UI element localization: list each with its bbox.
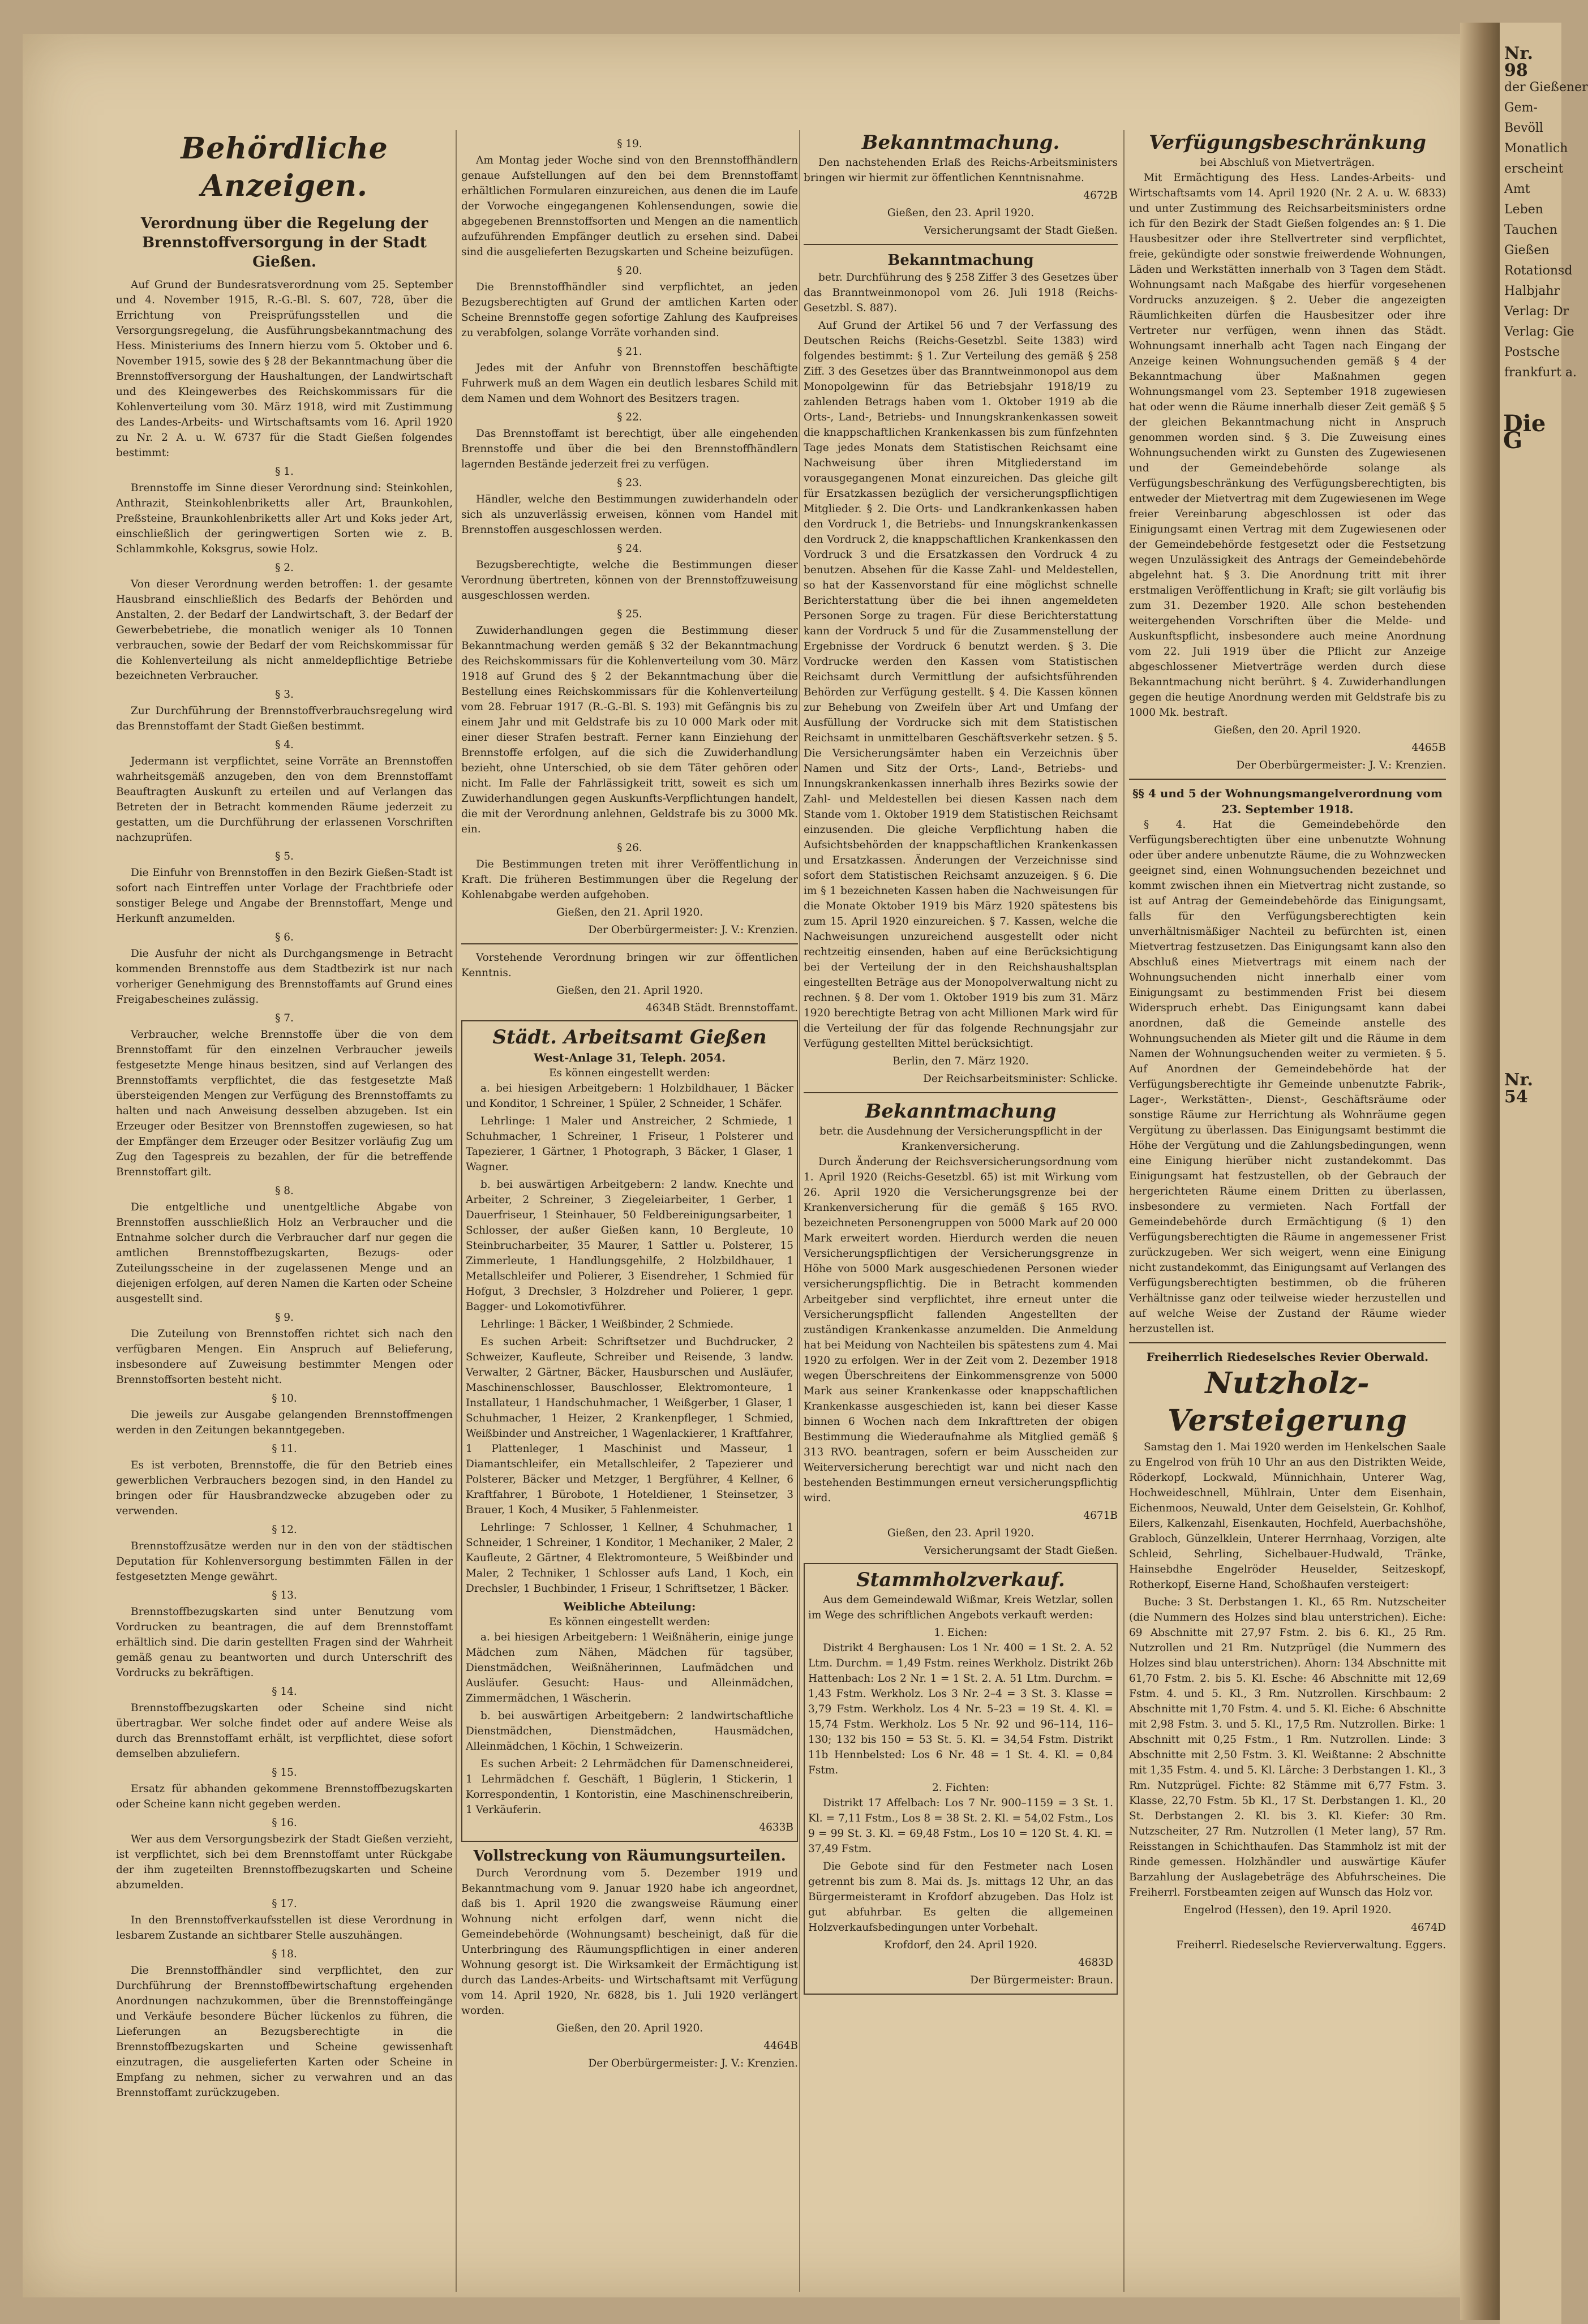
paragraph-text: Die Brennstoffhändler sind verpflichtet, an jeden Bezugsberechtigten auf Grund der amtlichen Karten oder Scheine Brennstoffe gegen sofortige Zahlung des Kaufpreises zu verabfolgen, solange Vorräte vorhanden sind. bbox=[461, 281, 798, 339]
date-line: Gießen, den 21. April 1920. bbox=[556, 907, 703, 918]
paragraph-number: § 18. bbox=[272, 1948, 297, 1960]
separator bbox=[804, 244, 1118, 245]
paragraph-number: § 2. bbox=[275, 562, 294, 574]
adjacent-issue-number: Nr. 54 bbox=[1504, 1070, 1533, 1107]
date-line: Gießen, den 20. April 1920. bbox=[1214, 724, 1361, 736]
paragraph-number: § 12. bbox=[272, 1524, 297, 1536]
column-1 bbox=[116, 130, 453, 2292]
notice-text: § 4. Hat die Gemeindebehörde den Verfügungsberechtigten über eine unbenutzte Wohnung oder über andere unbenutzte Räume, die zu Wohnzwecken geeignet sind, einen Wohnungsuchenden bezeichnet und kommt zwischen ihnen ein Mietvertrag nicht zustande, so ist auf Antrag der Gemeindebehörde das Einigungsamt, falls für den Verfügungsberechtigten kein unverhältnismäßiger Nachteil zu befürchten ist, einen Mietvertrag festzusetzen. Das Einigungsamt kann also den Abschluß eines Mietvertrags mit einem nach der Wohnungsuchenden nicht innerhalb einer vom Einigungsamt zu bestimmenden Frist bei diesem Widerspruch erhebt. Das Einigungsamt kann dabei anordnen, daß die Gemeinde anstelle des Wohnungsuchenden als Mieter gilt und die Räume in dem Namen der Wohnungsuchenden weiter zu vermieten. § 5. Auf Anordnen der Gemeindebehörde hat der Verfügungsberechtigte ihr Gemeinde unbenutzte Fabrik-, Lager-, Werkstätten-, Dienst-, Geschäftsräume oder sonstige Räume zur Herrichtung als Wohnräume gegen Vergütung zu überlassen. Das Einigungsamt bestimmt die Höhe der Vergütung und die Zahlungsbedingungen, wenn eine Einigung hierüber nicht zustandekommt. Das Einigungsamt hat festzustellen, ob der Gebrauch der hergerichteten Räume einem Dritten zu überlassen, insbesondere zu vermieten. Nach Fortfall der Gemeindebehörde durch Ermächtigung (§ 1) den Verfügungsberechtigten die Räume in angemessener Frist zurückzugeben. Wer sich weigert, wenn eine Einigung nicht zustandekommt, das Einigungsamt auf Verlangen des Verfügungsberechtigten bestimmen, ob die früheren Verhältnisse ganz oder teilweise wieder herzustellen und auf welche Weise der Zustand der Räume wieder herzustellen ist. bbox=[1129, 819, 1446, 1335]
ad-intro: Es können eingestellt werden: bbox=[549, 1616, 710, 1628]
paragraph-text: Die Zuteilung von Brennstoffen richtet sich nach den verfügbaren Mengen. Ein Anspruch auf Belieferung, insbesondere auf Zuweisung bestimmter Mengen oder Brennstoffsorten besteht nicht. bbox=[116, 1328, 453, 1386]
ad-entry: b. bei auswärtigen Arbeitgebern: 2 landw. Knechte und Arbeiter, 2 Schreiner, 3 Ziegeleiarbeiter, 1 Gerber, 1 Dauerfriseur, 1 Steinhauer, 50 Feldbereinigungsarbeiter, 1 Schlosser, der außer Gießen kann, 10 Bergleute, 10 Steinbrucharbeiter, 35 Maurer, 1 Sattler u. Polsterer, 15 Zimmerleute, 1 Handlungsgehilfe, 2 Holzbildhauer, 1 Metallschleifer und Polierer, 3 Eisendreher, 1 Schmied für Hofgut, 3 Drechsler, 3 Holzdreher und Polierer, 1 gepr. Bagger- und Lokomotivführer. bbox=[466, 1179, 793, 1313]
ordinance-title: Verordnung über die Regelung der Brennstoffversorgung in der Stadt Gießen. bbox=[140, 215, 428, 270]
date-line: Gießen, den 20. April 1920. bbox=[556, 2022, 703, 2034]
notice-text: Auf Grund der Artikel 56 und 7 der Verfassung des Deutschen Reichs (Reichs-Gesetzbl. Seite 1383) wird folgendes bestimmt: § 1. Zur Verteilung des gemäß § 258 Ziff. 3 des Gesetzes über das Branntweinmonopol aus dem Monopolgewinn für das Betriebsjahr 1918/19 zu zahlenden Betrags haben vom 1. Oktober 1919 ab die Orts-, Land-, Betriebs- und Innungskrankenkassen soweit die knappschaftlichen Krankenkassen bis zum fünfzehnten Tage jedes Monats dem Statistischen Reichsamt eine Nachweisung über ihren Mitgliederstand im vorausgegangenen Monat einzureichen. Das gleiche gilt für Ersatzkassen bezüglich der versicherungspflichtigen Mitglieder. § 2. Die Orts- und Landkrankenkassen haben den Vordruck 1, die Betriebs- und Innungskrankenkassen den Vordruck 2, die knappschaftlichen Krankenkassen den Vordruck 3 und die Ersatzkassen den Vordruck 4 zu benutzen. Absehen für die Kasse Zahl- und Meldestellen, so hat der Kassenvorstand für eine möglichst schnelle Berichterstattung über die bei ihnen angemeldeten Personen Sorge zu tragen. Für diese Berichterstattung kann der Vordruck 5 und für die Zusammenstellung der Ergebnisse der Vordruck 6 benutzt werden. § 3. Die Vordrucke werden den Kassen vom Statistischen Reichsamt durch Vermittlung der aufsichtsführenden Behörden zur Verfügung gestellt. § 4. Die Kassen können zur Behebung von Zweifeln über Art und Umfang der Ausfüllung der Vordrucke sich mit dem Statistischen Reichsamt in unmittelbaren Geschäftsverkehr setzen. § 5. Die Versicherungsämter haben ein Verzeichnis über Namen und Sitz der Orts-, Land-, Betriebs- und Innungskrankenkassen innerhalb ihres Bezirks sowie der Zahl- und Meldestellen bei diesen Kassen nach dem Stande vom 1. Oktober 1919 dem Statistischen Reichsamt einzusenden. Die gleiche Verpflichtung haben die Aufsichtsbehörden der knappschaftlichen Krankenkassen und Ersatzkassen. Änderungen der Verzeichnisse sind sofort dem Statistischen Reichsamt anzuzeigen. § 6. Die im § 1 bezeichneten Kassen haben die Nachweisungen für die Monate Oktober 1919 bis März 1920 spätestens bis zum 15. April 1920 einzureichen. § 7. Kassen, welche die Nachweisungen unzureichend ausgestellt oder nicht rechtzeitig einsenden, haben auf eine Berücksichtigung bei der Verteilung der in den Reichshaushaltsplan eingestellten Beträge aus der Monopolverwaltung nicht zu rechnen. § 8. Der vom 1. Oktober 1919 bis zum 31. März 1920 berechtigte Betrag von acht Millionen Mark wird für die Verteilung der für das folgende Rechnungsjahr zur Verfügung gestellten Mittel berücksichtigt. bbox=[804, 320, 1118, 1050]
date-line: Berlin, den 7. März 1920. bbox=[892, 1055, 1029, 1067]
ad-entry: Lehrlinge: 1 Bäcker, 1 Weißbinder, 2 Schmiede. bbox=[480, 1318, 734, 1330]
column-rule bbox=[1123, 130, 1125, 2292]
ad-list: Distrikt 17 Affelbach: Los 7 Nr. 900–1159 = 3 St. 1. Kl. = 7,11 Fstm., Los 8 = 38 St. 2. Kl. = 54,02 Fstm., Los 9 = 99 St. 3. Kl. = 69,48 Fstm., Los 10 = 120 St. 4. Kl. = 37,49 Fstm. bbox=[808, 1797, 1113, 1855]
paragraph-number: § 5. bbox=[275, 850, 294, 862]
adjacent-fragment: Gießen bbox=[1504, 243, 1550, 257]
paragraph-number: § 21. bbox=[617, 346, 642, 358]
paragraph-text: Die Einfuhr von Brennstoffen in den Bezirk Gießen-Stadt ist sofort nach Eintreffen unter Vorlage der Frachtbriefe oder sonstiger Belege und Angabe der Brennstoffart, Menge und Herkunft anzumelden. bbox=[116, 867, 453, 925]
ad-text: Die Gebote sind für den Festmeter nach Losen getrennt bis zum 8. Mai ds. Js. mittags 12 Uhr, an das Bürgermeisteramt in Krofdorf abzugeben. Das Holz ist gut abfuhrbar. Es gelten die allgemeinen Holzverkaufsbedingungen unter Vorbehalt. bbox=[808, 1861, 1113, 1934]
paragraph-number: § 6. bbox=[275, 931, 294, 943]
paragraph-number: § 4. bbox=[275, 739, 294, 751]
section-title: Behördliche Anzeigen. bbox=[181, 131, 388, 203]
paragraph-number: § 3. bbox=[275, 689, 294, 701]
ad-entry: Es suchen Arbeit: Schriftsetzer und Buchdrucker, 2 Schweizer, Kaufleute, Schreiber und Reisende, 3 landw. Verwalter, 2 Gärtner, Bäcker, Hausburschen und Ausläufer, Maschinenschlosser, Bauschlosser, Elektromonteure, 1 Installateur, 1 Handschuhmacher, 1 Weißgerber, 1 Glaser, 1 Schuhmacher, 1 Heizer, 2 Krankenpfleger, 1 Schmied, Weißbinder und Anstreicher, 1 Wagenlackierer, 1 Kraftfahrer, 1 Plattenleger, 1 Maschinist und Masseur, 1 Diamantschleifer, ein Metallschleifer, 2 Tapezierer und Polsterer, Bäcker und Metzger, 1 Bergführer, 4 Kellner, 6 Kraftfahrer, 1 Bürobote, 1 Hoteldiener, 1 Steinsetzer, 3 Brauer, 1 Koch, 4 Musiker, 5 Fahlenmeister. bbox=[466, 1336, 793, 1516]
notice-title: Verfügungsbeschränkung bbox=[1149, 131, 1426, 154]
paragraph-text: Die Ausfuhr der nicht als Durchgangsmenge in Betracht kommenden Brennstoffe aus dem Stadtbezirk ist nur nach vorheriger Genehmigung des Brennstoffamts auf Grund eines Freigabescheines zulässig. bbox=[116, 948, 453, 1006]
ad-title: Nutzholz-Versteigerung bbox=[1168, 1366, 1407, 1438]
paragraph-text: Jedermann ist verpflichtet, seine Vorräte an Brennstoffen wahrheitsgemäß anzugeben, den von dem Brennstoffamt Beauftragten Auskunft zu erteilen und auf Verlangen das Betreten der in Betracht kommenden Räume jederzeit zu gestatten, um die Durchführung der erlassenen Vorschriften nachzuprüfen. bbox=[116, 755, 453, 844]
separator bbox=[1129, 779, 1446, 780]
ad-intro: Es können eingestellt werden: bbox=[549, 1067, 710, 1079]
ad-code: 4464B bbox=[763, 2040, 798, 2052]
ad-code: 4671B bbox=[1083, 1510, 1118, 1522]
paragraph-number: § 7. bbox=[275, 1012, 294, 1024]
ad-text: Aus dem Gemeindewald Wißmar, Kreis Wetzlar, sollen im Wege des schriftlichen Angebots verkauft werden: bbox=[808, 1594, 1113, 1621]
column-rule bbox=[456, 130, 457, 2292]
paragraph-text: Brennstoffe im Sinne dieser Verordnung sind: Steinkohlen, Anthrazit, Steinkohlenbriketts aller Art, Braunkohlen, Preßsteine, Braunkohlenbriketts aller Art und Koks jeder Art, einschließlich der geringwertigen Sorten wie z. B. Schlammkohle, Koksgrus, sowie Holz. bbox=[116, 482, 453, 555]
paragraph-number: § 1. bbox=[275, 466, 294, 478]
date-line: Krofdorf, den 24. April 1920. bbox=[883, 1939, 1038, 1951]
paragraph-text: Am Montag jeder Woche sind von den Brennstoffhändlern genaue Aufstellungen auf den bei dem Brennstoffamt erhältlichen Formularen einzureichen, aus denen die im Laufe der Vorwoche eingegangenen Kohlensendungen, sowie die abgegebenen Brennstoffsorten und Mengen an die namentlich aufzuführenden Empfänger deutlich zu ersehen sind. Dabei sind die ausgelieferten Bezugskarten und Scheine beizufügen. bbox=[461, 154, 798, 258]
signature: Der Oberbürgermeister: J. V.: Krenzien. bbox=[1236, 759, 1446, 771]
ad-subtitle: West-Anlage 31, Teleph. 2054. bbox=[533, 1051, 726, 1064]
ad-text: Samstag den 1. Mai 1920 werden im Henkelschen Saale zu Engelrod von früh 10 Uhr an aus den Distrikten Weide, Röderkopf, Lockwald, Münnichhain, Unterer Wag, Hochweideschnell, Mühlrain, Unter dem Eisenhain, Eichenmoos, Neuwald, Unter dem Geiselstein, Gr. Kohlhof, Eilers, Kalkenzahl, Eisenkauten, Hochfeld, Auerbachshöhe, Grabloch, Günzelklein, Unterer Herrnhaag, Vorzigen, alte Schleid, Sehrling, Sichelbauer-Hudwald, Tränke, Hainsebdhe Engelröder Heuselder, Seitzeskopf, Rotherkopf, Eiserne Hand, Schoßhaufen versteigert: bbox=[1129, 1441, 1446, 1591]
ordinance-intro: Auf Grund der Bundesratsverordnung vom 25. September und 4. November 1915, R.-G.-Bl. S. 607, 728, über die Errichtung von Preisprüfungsstellen und die Versorgungsregelung, die Ausführungsbekanntmachung des Hess. Ministeriums des Innern hierzu vom 5. Oktober und 6. November 1915, sowie des § 28 der Bekanntmachung über die Brennstoffversorgung der Haushaltungen, der Landwirtschaft und des Kleingewerbes des Reichskommissars für die Kohlenverteilung vom 30. März 1918, wird mit Zustimmung des Landes-Arbeits- und Wirtschaftsamts vom 16. April 1920 zu Nr. 2 A. u. W. 6737 für die Stadt Gießen folgendes bestimmt: bbox=[116, 279, 453, 459]
signature: Versicherungsamt der Stadt Gießen. bbox=[924, 225, 1118, 237]
adjacent-fragment: erscheint bbox=[1504, 162, 1564, 176]
paragraph-number: § 9. bbox=[275, 1312, 294, 1324]
column-2 bbox=[461, 133, 798, 2295]
notice-title: Bekanntmachung bbox=[865, 1100, 1057, 1123]
signature: Der Bürgermeister: Braun. bbox=[970, 1974, 1113, 1986]
adjacent-page-strip bbox=[1500, 23, 1588, 2324]
paragraph-number: § 20. bbox=[617, 265, 642, 277]
adjacent-fragment: Tauchen bbox=[1504, 223, 1557, 237]
adjacent-heading: Die G bbox=[1503, 410, 1546, 454]
paragraph-number: § 19. bbox=[617, 138, 642, 150]
adjacent-fragment: Leben bbox=[1504, 203, 1543, 217]
paragraph-text: Die Bestimmungen treten mit ihrer Veröffentlichung in Kraft. Die früheren Bestimmungen über die Regelung der Kohlenabgabe werden aufgehoben. bbox=[461, 858, 798, 901]
column-4 bbox=[1129, 130, 1446, 2292]
paragraph-text: Es ist verboten, Brennstoffe, die für den Betrieb eines gewerblichen Verbrauchers bezogen sind, in den Handel zu bringen oder für Hausbrandzwecke abzugeben oder zu verwenden. bbox=[116, 1459, 453, 1517]
ad-entry: a. bei hiesigen Arbeitgebern: 1 Weißnäherin, einige junge Mädchen zum Nähen, Mädchen für tagsüber, Dienstmädchen, Weißnäherinnen, Laufmädchen und Ausläufer. Gesucht: Haus- und Alleinmädchen, Zimmermädchen, 1 Wäscherin. bbox=[466, 1631, 793, 1704]
ad-section-heading: Weibliche Abteilung: bbox=[563, 1600, 696, 1613]
signature: Freiherrl. Riedeselsche Revierverwaltung. Eggers. bbox=[1176, 1939, 1446, 1951]
paragraph-text: Brennstoffbezugskarten sind unter Benutzung vom Vordrucken zu beantragen, die auf dem Brennstoffamt erhältlich sind. Die darin gestellten Fragen sind der Wahrheit gemäß genau zu beantworten und durch Unterschrift des Vordrucks zu bekräftigen. bbox=[116, 1606, 453, 1679]
paragraph-number: § 15. bbox=[272, 1767, 297, 1779]
notice-subtitle: betr. Durchführung des § 258 Ziffer 3 des Gesetzes über das Branntweinmonopol vom 26. Juli 1918 (Reichs-Gesetzbl. S. 887). bbox=[804, 272, 1118, 314]
ad-entry: Lehrlinge: 1 Maler und Anstreicher, 2 Schmiede, 1 Schuhmacher, 1 Schreiner, 1 Friseur, 1 Polsterer und Tapezierer, 1 Gärtner, 1 Photograph, 3 Bäcker, 1 Glaser, 1 Wagner. bbox=[466, 1115, 793, 1173]
notice-text: Den nachstehenden Erlaß des Reichs-Arbeitsministers bringen wir hiermit zur öffentlichen Kenntnisnahme. bbox=[804, 157, 1118, 184]
date-line: Gießen, den 23. April 1920. bbox=[887, 207, 1035, 219]
date-line: Gießen, den 21. April 1920. bbox=[556, 985, 703, 996]
ad-entry: Lehrlinge: 7 Schlosser, 1 Kellner, 4 Schuhmacher, 1 Schneider, 1 Schreiner, 1 Konditor, 1 Mechaniker, 2 Maler, 2 Kaufleute, 2 Gärtner, 4 Elektromonteure, 5 Weißbinder und Maler, 2 Techniker, 1 Schlosser aufs Land, 1 Koch, ein Drechsler, 1 Buchbinder, 1 Friseur, 1 Schriftsetzer, 1 Bäcker. bbox=[466, 1522, 793, 1595]
adjacent-fragment: frankfurt a. bbox=[1504, 366, 1577, 380]
paragraph-text: Brennstoffzusätze werden nur in den von der städtischen Deputation für Kohlenversorgung bestimmten Fällen in der festgesetzten Menge gewährt. bbox=[116, 1540, 453, 1583]
column-rule bbox=[799, 130, 800, 2292]
paragraph-text: Ersatz für abhanden gekommene Brennstoffbezugskarten oder Scheine kann nicht gegeben werden. bbox=[116, 1783, 453, 1810]
paragraph-text: Händler, welche den Bestimmungen zuwiderhandeln oder sich als unzuverlässig erweisen, können vom Handel mit Brennstoffen ausgeschlossen werden. bbox=[461, 493, 798, 536]
adjacent-fragment: der Gießener bbox=[1504, 80, 1588, 94]
notice-title: Bekanntmachung bbox=[887, 252, 1034, 269]
notice-text: Vorstehende Verordnung bringen wir zur öffentlichen Kenntnis. bbox=[461, 952, 798, 979]
ad-section-heading: 1. Eichen: bbox=[934, 1627, 988, 1639]
date-line: Gießen, den 23. April 1920. bbox=[887, 1527, 1035, 1539]
adjacent-page-number: Nr. 98 bbox=[1504, 44, 1533, 80]
notice-title: §§ 4 und 5 der Wohnungsmangelverordnung vom 23. September 1918. bbox=[1132, 787, 1443, 816]
paragraph-text: Zur Durchführung der Brennstoffverbrauchsregelung wird das Brennstoffamt der Stadt Gießen bestimmt. bbox=[116, 705, 453, 732]
ad-code: 4674D bbox=[1411, 1922, 1446, 1934]
paragraph-text: Zuwiderhandlungen gegen die Bestimmung dieser Bekanntmachung werden gemäß § 32 der Bekanntmachung des Reichskommissars für die Kohlenverteilung vom 30. März 1918 auf Grund des § 2 der Bekanntmachung über die Bestellung eines Reichskommissars für die Kohlenverteilung vom 28. Februar 1917 (R.-G.-Bl. S. 193) mit Gefängnis bis zu einem Jahr und mit Geldstrafe bis zu 10 000 Mark oder mit einer dieser Strafen bestraft. Ferner kann Einziehung der Brennstoffe erfolgen, auf die sich die Zuwiderhandlung bezieht, ohne Unterschied, ob sie dem Täter gehören oder nicht. Im Falle der Fahrlässigkeit tritt, soweit es sich um Zuwiderhandlungen gegen Auskunfts-Verpflichtungen handelt, die mit der Verordnung anlehnen, Geldstrafe bis zu 3000 Mk. ein. bbox=[461, 625, 798, 835]
notice-title: Vollstreckung von Räumungsurteilen. bbox=[473, 1848, 786, 1865]
separator bbox=[461, 943, 798, 944]
separator bbox=[1129, 1342, 1446, 1343]
signature: Der Oberbürgermeister: J. V.: Krenzien. bbox=[588, 924, 798, 936]
adjacent-fragment: Gem- bbox=[1504, 101, 1538, 115]
ad-entry: b. bei auswärtigen Arbeitgebern: 2 landwirtschaftliche Dienstmädchen, Dienstmädchen, Hausmädchen, Alleinmädchen, 1 Köchin, 1 Schweizerin. bbox=[466, 1710, 793, 1752]
adjacent-fragment: Halbjahr bbox=[1504, 284, 1560, 298]
paragraph-number: § 17. bbox=[272, 1898, 297, 1910]
paragraph-number: § 11. bbox=[272, 1443, 297, 1455]
adjacent-fragment: Verlag: Dr bbox=[1504, 304, 1569, 319]
paragraph-text: Verbraucher, welche Brennstoffe über die von dem Brennstoffamt für den einzelnen Verbraucher jeweils festgesetzte Menge hinaus besitzen, sind auf Verlangen des Brennstoffamts verpflichtet, die das festgesetzte Maß übersteigenden Mengen zur Verfügung des Brennstoffamts zu halten und nach Anweisung desselben abzugeben. Ist ein Erzeuger oder Besitzer von Brennstoffen zugewiesen, so hat der Empfänger dem Erzeuger oder Besitzer vorläufig Zug um Zug den Tagespreis zu bezahlen, der für die betreffende Brennstoffart gilt. bbox=[116, 1029, 453, 1178]
column-3 bbox=[804, 130, 1118, 2292]
paragraph-text: Von dieser Verordnung werden betroffen: 1. der gesamte Hausbrand einschließlich des Bedarfs der Behörden und Anstalten, 2. der Bedarf der Landwirtschaft, 3. der Bedarf der Gewerbebetriebe, die monatlich weniger als 10 Tonnen verbrauchen, sowie der Bedarf der vom Reichskommissar für die Kohlenverteilung als nicht anmeldepflichtige Betriebe bezeichneten Verbraucher. bbox=[116, 578, 453, 682]
labor-office-ad bbox=[461, 1020, 798, 1842]
paragraph-text: Das Brennstoffamt ist berechtigt, über alle eingehenden Brennstoffe und über die bei den Brennstoffhändlern lagernden Bestände jederzeit frei zu verfügen. bbox=[461, 428, 798, 470]
date-line: Engelrod (Hessen), den 19. April 1920. bbox=[1183, 1904, 1392, 1916]
adjacent-fragment: Monatlich bbox=[1504, 141, 1568, 156]
ad-title: Stammholzverkauf. bbox=[856, 1569, 1065, 1591]
paragraph-number: § 26. bbox=[617, 842, 642, 854]
signature: Der Oberbürgermeister: J. V.: Krenzien. bbox=[588, 2057, 798, 2069]
ad-code: 4633B bbox=[759, 1822, 793, 1833]
signature: 4634B Städt. Brennstoffamt. bbox=[645, 1002, 798, 1014]
notice-subtitle: bei Abschluß von Mietverträgen. bbox=[1200, 157, 1375, 169]
paragraph-number: § 13. bbox=[272, 1590, 297, 1601]
paragraph-number: § 22. bbox=[617, 411, 642, 423]
paragraph-text: Bezugsberechtigte, welche die Bestimmungen dieser Verordnung übertreten, können von der Brennstoffzuweisung ausgeschlossen werden. bbox=[461, 559, 798, 602]
paragraph-text: Jedes mit der Anfuhr von Brennstoffen beschäftigte Fuhrwerk muß an dem Wagen ein deutlich lesbares Schild mit dem Namen und dem Wohnort des Besitzers tragen. bbox=[461, 362, 798, 405]
paragraph-text: Brennstoffbezugskarten oder Scheine sind nicht übertragbar. Wer solche findet oder auf andere Weise als durch das Brennstoffamt erhält, ist verpflichtet, diese sofort demselben abzuliefern. bbox=[116, 1702, 453, 1760]
ad-code: 4672B bbox=[1083, 190, 1118, 201]
notice-text: Mit Ermächtigung des Hess. Landes-Arbeits- und Wirtschaftsamts vom 14. April 1920 (Nr. 2 A. u. W. 6833) und unter Zustimmung des Reichsarbeitsministers ordne ich für den Bezirk der Stadt Gießen folgendes an: § 1. Die Hausbesitzer oder ihre Stellvertreter sind verpflichtet, freie, gekündigte oder sonstwie freiwerdende Wohnungen, Läden und Werkstätten innerhalb von 3 Tagen dem Städt. Wohnungsamt nach Maßgabe des hierfür vorgesehenen Vordrucks anzuzeigen. § 2. Ueber die angezeigten Räumlichkeiten dürfen die Hausbesitzer oder ihre Vertreter nur verfügen, wenn ihnen das Städt. Wohnungsamt innerhalb acht Tagen nach Eingang der Anzeige keinen Wohnungsuchenden gemäß § 4 der Bekanntmachung über Maßnahmen gegen Wohnungsmangel vom 23. September 1918 zugewiesen hat oder wenn die Räume innerhalb dieser Zeit gemäß § 5 der gleichen Bekanntmachung nicht in Anspruch genommen worden sind. § 3. Die Zuweisung eines Wohnungsuchenden wirkt zu Gunsten des Zugewiesenen und der Gemeindebehörde solange als Verfügungsbeschränkung des Verfügungsberechtigten, bis entweder der Mietvertrag mit dem Zugewiesenen im Wege freier Vereinbarung abgeschlossen ist oder das Einigungsamt einen Vertrag mit dem Zugewiesenen oder der Gemeindebehörde festgesetzt oder die Festsetzung wegen Unzulässigkeit des Antrags der Gemeindebehörde abgelehnt hat. § 3. Die Anordnung tritt mit ihrer erstmaligen Veröffentlichung in Kraft; sie gilt vorläufig bis zum 31. Dezember 1920. Alle schon bestehenden weitergehenden Vorschriften über die Melde- und Auskunftspflicht, insbesondere auch meine Anordnung vom 22. Juli 1919 über die Pflicht zur Anzeige abgeschlossener Mietverträge werden durch diese Bekanntmachung nicht berührt. § 4. Zuwiderhandlungen gegen die heutige Anordnung werden mit Geldstrafe bis zu 1000 Mk. bestraft. bbox=[1129, 172, 1446, 719]
notice-text: Durch Änderung der Reichsversicherungsordnung vom 1. April 1920 (Reichs-Gesetzbl. 65) ist mit Wirkung vom 26. April 1920 die Versicherungsgrenze bei der Krankenversicherung für die gemäß § 165 RVO. bezeichneten Personengruppen von 5000 Mark auf 20 000 Mark erweitert worden. Hierdurch werden die neuen Versicherungspflichtigen der Versicherungsgrenze in Höhe von 5000 Mark ausgeschiedenen Personen wieder versicherungspflichtig. Die in Betracht kommenden Arbeitgeber sind verpflichtet, ihre erneut unter die Versicherungspflicht fallenden Angestellten der zuständigen Krankenkasse anzumelden. Die Anmeldung hat bei Meidung von Nachteilen bis spätestens zum 4. Mai 1920 zu erfolgen. Wer in der Zeit vom 2. Dezember 1918 wegen Überschreitens der Einkommensgrenze von 5000 Mark aus seiner Krankenkasse oder knappschaftlichen Krankenkasse ausgeschieden ist, kann bei dieser Kasse binnen 6 Wochen nach dem Inkrafttreten der obigen Bestimmung die Wiederaufnahme als Mitglied gemäß § 313 RVO. beantragen, sofern er beim Ausscheiden zur Weiterversicherung berechtigt war und nicht nach den bestehenden Bestimmungen erneut versicherungspflichtig wird. bbox=[804, 1156, 1118, 1504]
ad-code: 4465B bbox=[1411, 742, 1446, 754]
ad-entry: a. bei hiesigen Arbeitgebern: 1 Holzbildhauer, 1 Bäcker und Konditor, 1 Schreiner, 1 Spüler, 2 Schneider, 1 Schäfer. bbox=[466, 1082, 793, 1110]
notice-title: Bekanntmachung. bbox=[861, 131, 1060, 154]
paragraph-number: § 24. bbox=[617, 543, 642, 555]
adjacent-fragment: Bevöll bbox=[1504, 121, 1543, 135]
adjacent-fragment: Rotationsd bbox=[1504, 264, 1573, 278]
timber-sale-ad bbox=[804, 1563, 1118, 1995]
paragraph-number: § 14. bbox=[272, 1686, 297, 1698]
ad-issuer: Freiherrlich Riedeselsches Revier Oberwald. bbox=[1146, 1350, 1429, 1364]
paragraph-number: § 10. bbox=[272, 1393, 297, 1404]
paragraph-text: In den Brennstoffverkaufsstellen ist diese Verordnung in lesbarem Zustande an sichtbarer Stelle auszuhängen. bbox=[116, 1914, 453, 1941]
notice-subtitle: betr. die Ausdehnung der Versicherungspflicht in der Krankenversicherung. bbox=[819, 1126, 1102, 1153]
ad-list: Buche: 3 St. Derbstangen 1. Kl., 65 Rm. Nutzscheiter (die Nummern des Holzes sind blau unterstrichen). Eiche: 69 Abschnitte mit 27,97 Fstm. 2. bis 6. Kl., 25 Rm. Nutzrollen und 21 Rm. Nutzprügel (die Nummern des Holzes sind blau unterstrichen). Ahorn: 134 Abschnitte mit 61,70 Fstm. 2. bis 5. Kl. Esche: 46 Abschnitte mit 12,69 Fstm. 4. und 5. Kl., 3 Rm. Nutzrollen. Kirschbaum: 2 Abschnitte mit 1,70 Fstm. 4. und 5. Kl. Eiche: 6 Abschnitte mit 2,98 Fstm. 3. und 5. Kl., 17,5 Rm. Nutzrollen. Birke: 1 Abschnitt mit 0,25 Fstm., 1 Rm. Nutzrollen. Linde: 3 Abschnitte mit 2,50 Fstm. 3. Kl. Weißtanne: 2 Abschnitte mit 1,35 Fstm. 4. und 5. Kl. Lärche: 3 Derbstangen 1. Kl., 3 Rm. Nutzprügel. Fichte: 82 Stämme mit 6,77 Fstm. 3. Klasse, 22,70 Fstm. 5b Kl., 17 St. Derbstangen 1. Kl., 20 St. Derbstangen 2. Kl. bis 3. Kl. Kiefer: 30 Rm. Nutzscheiter, 27 Rm. Nutzrollen (1 Meter lang), 57 Rm. Reisstangen in Schichthaufen. Das Stammholz ist mit der Rinde gemessen. Holzhändler und auswärtige Käufer Barzahlung der Auslagebeträge des Abfuhrscheines. Die Freiherrl. Forstbeamten zeigen auf Wunsch das Holz vor. bbox=[1129, 1596, 1446, 1898]
ad-title: Städt. Arbeitsamt Gießen bbox=[492, 1026, 767, 1049]
notice-text: Durch Verordnung vom 5. Dezember 1919 und Bekanntmachung vom 9. Januar 1920 habe ich angeordnet, daß bis 1. April 1920 die zwangsweise Räumung einer Wohnung nicht erfolgen darf, wenn nicht die Gemeindebehörde (Wohnungsamt) bescheinigt, daß für die Unterbringung des Räumungspflichtigen in einer anderen Wohnung gesorgt ist. Die Wirksamkeit der Ermächtigung ist durch das Landes-Arbeits- und Wirtschaftsamt mit Verfügung vom 14. April 1920, Nr. 6828, bis 1. Juli 1920 verlängert worden. bbox=[461, 1867, 798, 2017]
paragraph-number: § 25. bbox=[617, 608, 642, 620]
paragraph-number: § 23. bbox=[617, 477, 642, 489]
paragraph-text: Die jeweils zur Ausgabe gelangenden Brennstoffmengen werden in den Zeitungen bekanntgegeben. bbox=[116, 1409, 453, 1436]
adjacent-fragment: Verlag: Gie bbox=[1504, 325, 1574, 339]
signature: Versicherungsamt der Stadt Gießen. bbox=[924, 1545, 1118, 1557]
ad-section-heading: 2. Fichten: bbox=[932, 1782, 990, 1794]
ad-list: Distrikt 4 Berghausen: Los 1 Nr. 400 = 1 St. 2. A. 52 Ltm. Durchm. = 1,49 Fstm. reines Werkholz. Distrikt 26b Hattenbach: Los 2 Nr. 1 = 1 St. 2. A. 51 Ltm. Durchm. = 1,43 Fstm. Werkholz. Los 3 Nr. 2–4 = 3 St. 3. Klasse = 3,79 Fstm. Werkholz. Los 4 Nr. 5–23 = 19 St. 4. Kl. = 15,74 Fstm. Werkholz. Los 5 Nr. 92 und 96–114, 116–130; 132 bis 150 = 53 St. 5. Kl. = 34,54 Fstm. Distrikt 11b Hennbelsted: Los 6 Nr. 48 = 1 St. 4. Kl. = 0,84 Fstm. bbox=[808, 1642, 1113, 1776]
paragraph-text: Wer aus dem Versorgungsbezirk der Stadt Gießen verzieht, ist verpflichtet, sich bei dem Brennstoffamt unter Rückgabe der ihm zugeteilten Brennstoffbezugskarten und Scheine abzumelden. bbox=[116, 1833, 453, 1891]
paragraph-text: Die Brennstoffhändler sind verpflichtet, den zur Durchführung der Brennstoffbewirtschaftung ergehenden Anordnungen nachzukommen, über die Brennstoffeingänge und Verkäufe besondere Bücher lückenlos zu führen, die Lieferungen an Bezugsberechtigte in die Brennstoffbezugskarten und Scheine gewissenhaft einzutragen, die ausgelieferten Karten oder Scheine in Empfang zu nehmen, sicher zu verwahren und an das Brennstoffamt zurückzugeben. bbox=[116, 1965, 453, 2099]
paragraph-number: § 16. bbox=[272, 1817, 297, 1829]
paragraph-number: § 8. bbox=[275, 1185, 294, 1197]
ad-code: 4683D bbox=[1078, 1957, 1113, 1969]
adjacent-fragment: Postsche bbox=[1504, 345, 1560, 359]
paragraph-text: Die entgeltliche und unentgeltliche Abgabe von Brennstoffen ausschließlich Holz an Verbraucher und die Entnahme solcher durch die Verbraucher darf nur gegen die amtlichen Brennstoffbezugskarten, Bezugs- oder Zuteilungsscheine in der zugelassenen Menge und an diejenigen erfolgen, auf deren Namen die Karten oder Scheine ausgestellt sind. bbox=[116, 1201, 453, 1305]
separator bbox=[804, 1092, 1118, 1093]
page-gutter bbox=[1460, 23, 1500, 2320]
signature: Der Reichsarbeitsminister: Schlicke. bbox=[923, 1073, 1118, 1085]
ad-entry: Es suchen Arbeit: 2 Lehrmädchen für Damenschneiderei, 1 Lehrmädchen f. Geschäft, 1 Büglerin, 1 Stickerin, 1 Korrespondentin, 1 Kontoristin, eine Maschinenschreiberin, 1 Verkäuferin. bbox=[466, 1758, 793, 1816]
adjacent-fragment: Amt bbox=[1504, 182, 1530, 196]
